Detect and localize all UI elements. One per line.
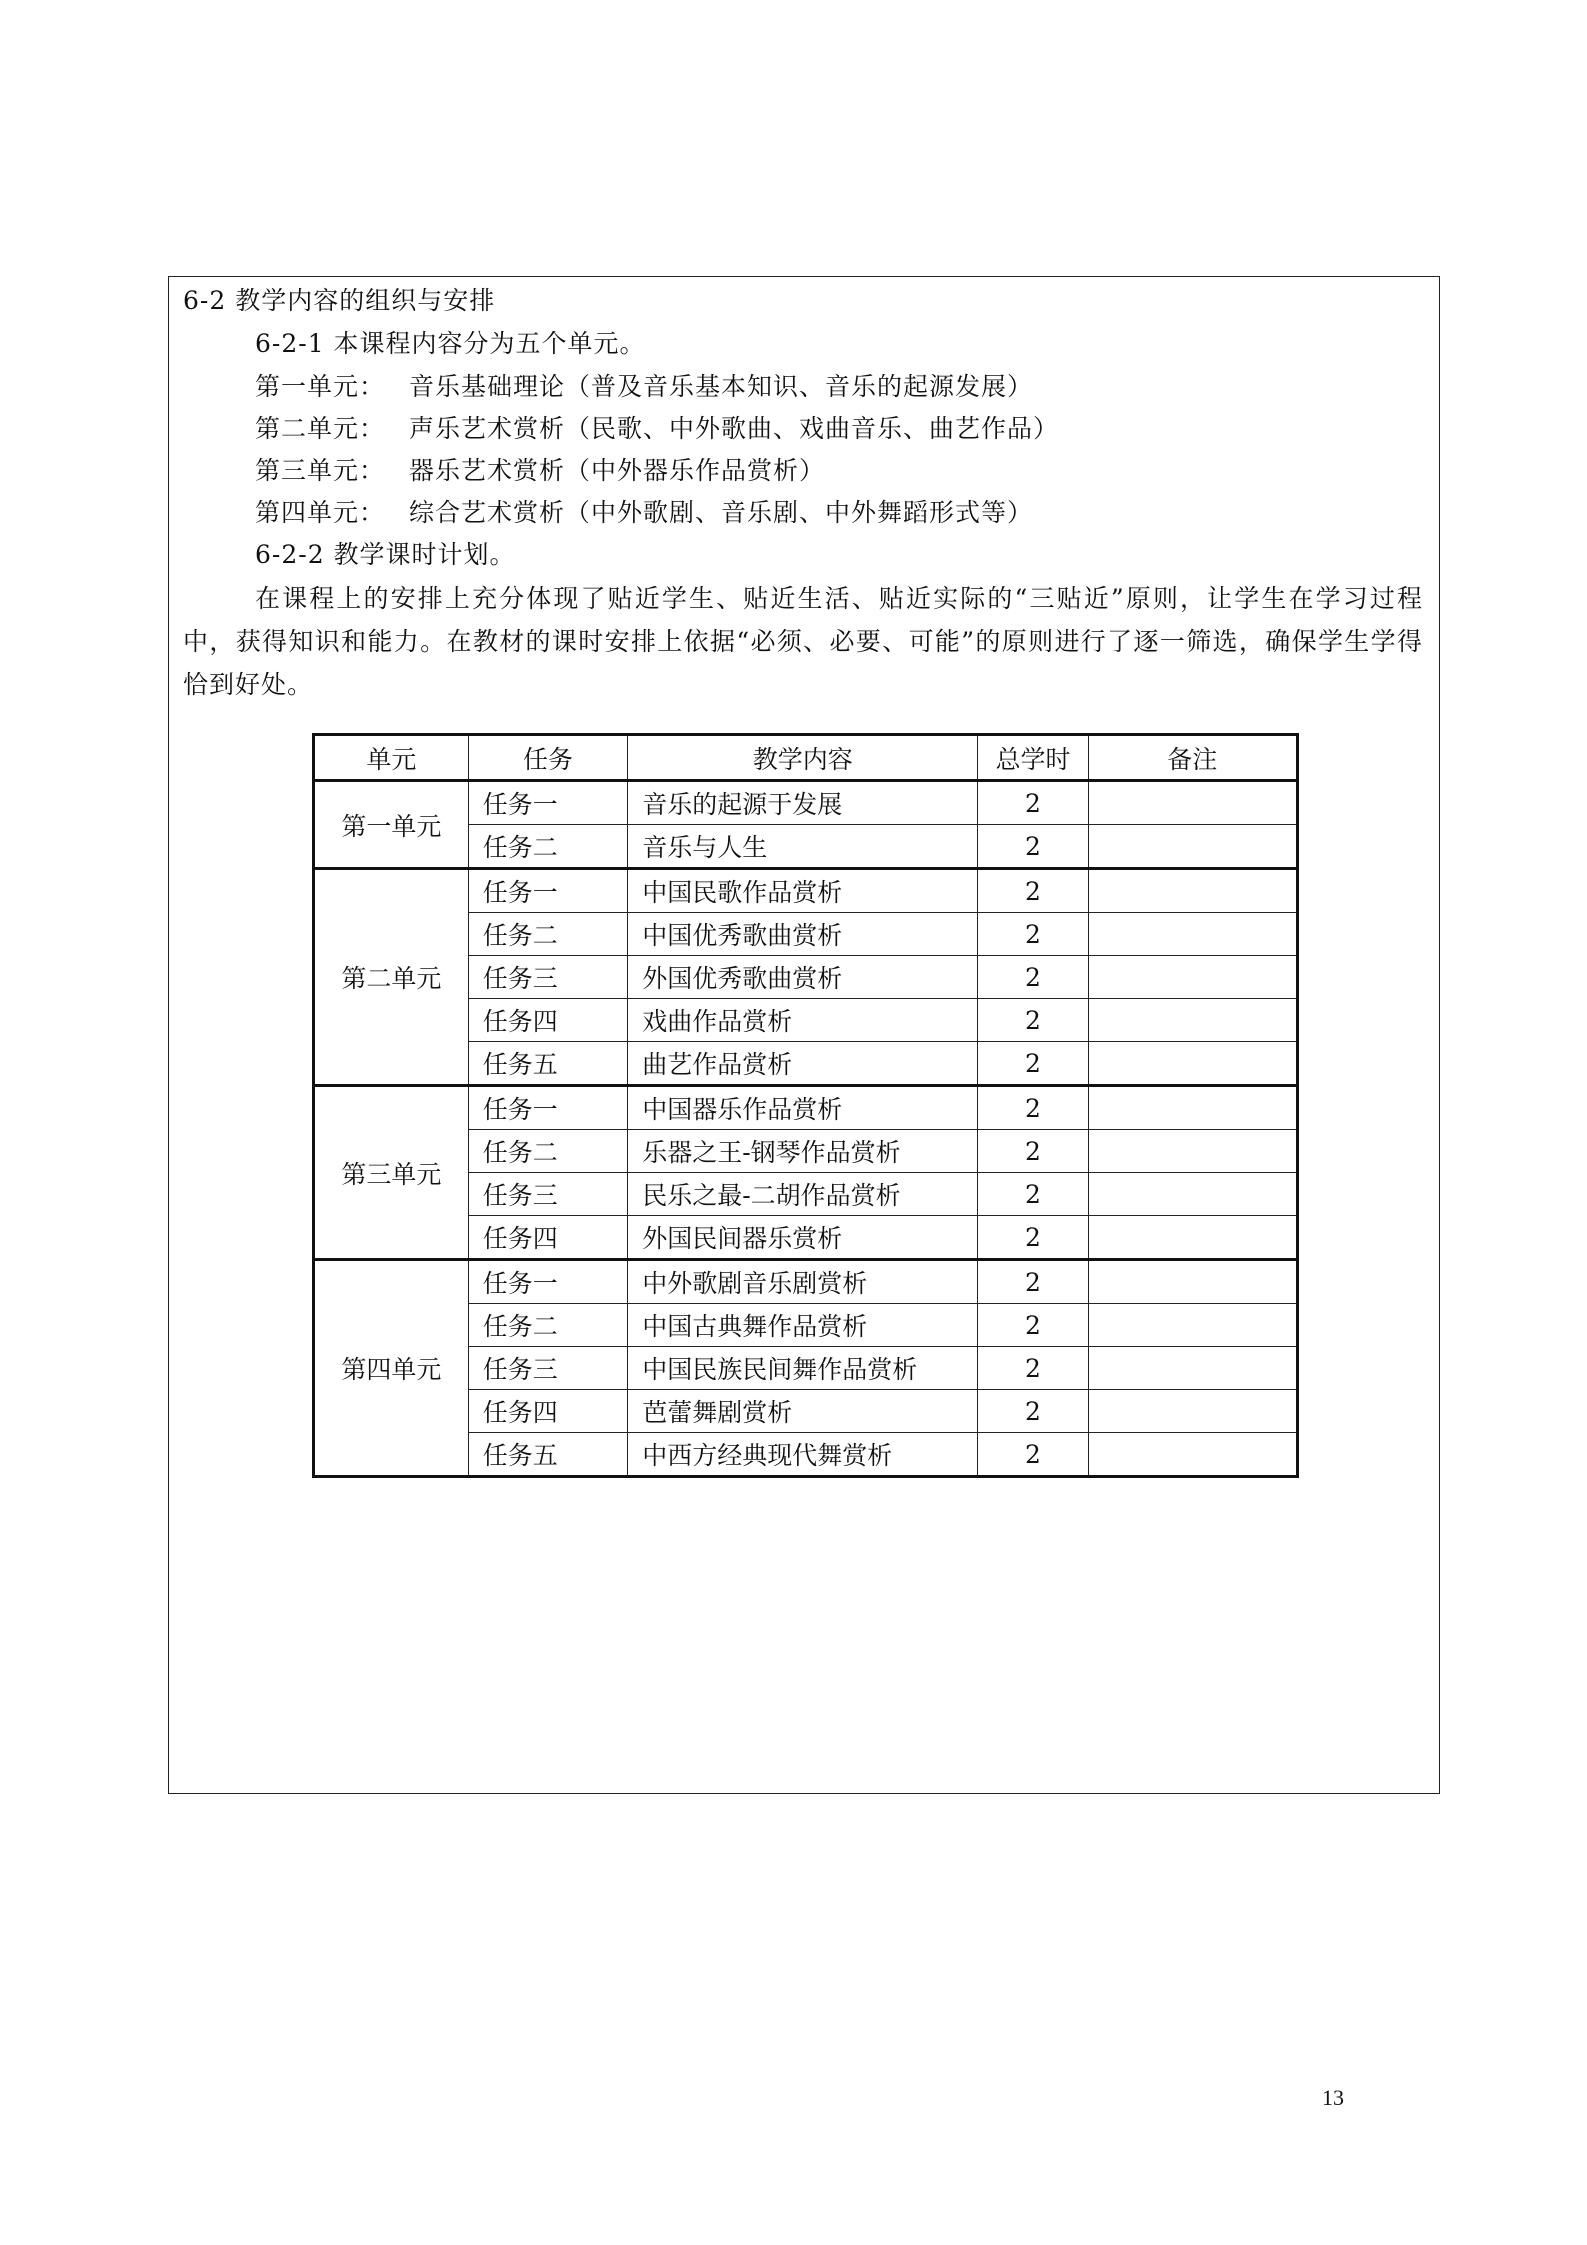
task-cell: 任务一 (468, 869, 627, 913)
hours-cell: 2 (978, 1260, 1088, 1304)
note-cell (1088, 913, 1297, 956)
hours-cell: 2 (978, 781, 1088, 825)
unit-cell: 第四单元 (314, 1260, 469, 1477)
task-cell: 任务五 (468, 1433, 627, 1477)
header-content: 教学内容 (628, 735, 978, 781)
unit-overview-label: 第四单元： (255, 498, 386, 527)
hours-cell: 2 (978, 1390, 1088, 1433)
hours-cell: 2 (978, 1173, 1088, 1216)
note-cell (1088, 1347, 1297, 1390)
table-header-row (314, 735, 1298, 781)
unit-overview-1 (255, 371, 1033, 403)
content-cell: 中国古典舞作品赏析 (628, 1304, 978, 1347)
content-cell: 民乐之最-二胡作品赏析 (628, 1173, 978, 1216)
subsection-units-title: 6-2-1 本课程内容分为五个单元。 (255, 329, 646, 358)
content-cell: 中外歌剧音乐剧赏析 (628, 1260, 978, 1304)
task-cell: 任务四 (468, 1390, 627, 1433)
hours-cell: 2 (978, 999, 1088, 1042)
unit-cell: 第一单元 (314, 781, 469, 869)
unit-overview-2 (255, 413, 1059, 445)
hours-cell: 2 (978, 1130, 1088, 1173)
intro-paragraph: 在课程上的安排上充分体现了贴近学生、贴近生活、贴近实际的“三贴近”原则，让学生在学习过程中，获得知识和能力。在教材的课时安排上依据“必须、必要、可能”的原则进行了逐一筛选，确保学生学得恰到好处。 (183, 584, 1423, 699)
task-cell: 任务二 (468, 1304, 627, 1347)
content-cell: 中西方经典现代舞赏析 (628, 1433, 978, 1477)
note-cell (1088, 1390, 1297, 1433)
content-cell: 外国民间器乐赏析 (628, 1216, 978, 1260)
hours-cell: 2 (978, 869, 1088, 913)
task-cell: 任务五 (468, 1042, 627, 1086)
task-cell: 任务三 (468, 956, 627, 999)
unit-overview-label: 第三单元： (255, 456, 386, 485)
hours-cell: 2 (978, 956, 1088, 999)
note-cell (1088, 1260, 1297, 1304)
content-cell: 外国优秀歌曲赏析 (628, 956, 978, 999)
content-cell: 中国民歌作品赏析 (628, 869, 978, 913)
note-cell (1088, 1042, 1297, 1086)
hours-cell: 2 (978, 1086, 1088, 1130)
task-cell: 任务四 (468, 1216, 627, 1260)
unit-overview-text: 器乐艺术赏析（中外器乐作品赏析） (409, 456, 826, 485)
note-cell (1088, 956, 1297, 999)
header-task: 任务 (468, 735, 627, 781)
unit-overview-4 (255, 497, 1033, 529)
note-cell (1088, 869, 1297, 913)
table-row (314, 781, 1298, 825)
note-cell (1088, 1216, 1297, 1260)
task-cell: 任务二 (468, 913, 627, 956)
note-cell (1088, 999, 1297, 1042)
task-cell: 任务一 (468, 781, 627, 825)
hours-cell: 2 (978, 1433, 1088, 1477)
table-row (314, 1086, 1298, 1130)
unit-overview-text: 声乐艺术赏析（民歌、中外歌曲、戏曲音乐、曲艺作品） (409, 414, 1060, 443)
section-heading: 6-2 教学内容的组织与安排 (183, 286, 496, 315)
hours-cell: 2 (978, 1042, 1088, 1086)
header-hours: 总学时 (978, 735, 1088, 781)
note-cell (1088, 1304, 1297, 1347)
note-cell (1088, 825, 1297, 869)
task-cell: 任务四 (468, 999, 627, 1042)
hours-cell: 2 (978, 913, 1088, 956)
unit-overview-text: 综合艺术赏析（中外歌剧、音乐剧、中外舞蹈形式等） (409, 498, 1034, 527)
page-number: 13 (1322, 2085, 1344, 2110)
task-cell: 任务一 (468, 1086, 627, 1130)
task-cell: 任务二 (468, 1130, 627, 1173)
content-cell: 乐器之王-钢琴作品赏析 (628, 1130, 978, 1173)
note-cell (1088, 1433, 1297, 1477)
table-row (314, 869, 1298, 913)
hours-cell: 2 (978, 1347, 1088, 1390)
content-cell: 中国器乐作品赏析 (628, 1086, 978, 1130)
content-cell: 曲艺作品赏析 (628, 1042, 978, 1086)
unit-cell: 第二单元 (314, 869, 469, 1086)
unit-overview-label: 第一单元： (255, 372, 386, 401)
subsection-hours-title: 6-2-2 教学课时计划。 (255, 540, 516, 569)
task-cell: 任务一 (468, 1260, 627, 1304)
task-cell: 任务三 (468, 1173, 627, 1216)
task-cell: 任务三 (468, 1347, 627, 1390)
header-unit: 单元 (314, 735, 469, 781)
hours-cell: 2 (978, 1304, 1088, 1347)
hours-cell: 2 (978, 1216, 1088, 1260)
table-row (314, 1260, 1298, 1304)
unit-overview-label: 第二单元： (255, 414, 386, 443)
note-cell (1088, 1173, 1297, 1216)
content-cell: 音乐的起源于发展 (628, 781, 978, 825)
content-frame (168, 276, 1440, 1794)
content-cell: 音乐与人生 (628, 825, 978, 869)
hours-cell: 2 (978, 825, 1088, 869)
content-cell: 戏曲作品赏析 (628, 999, 978, 1042)
content-cell: 中国优秀歌曲赏析 (628, 913, 978, 956)
task-cell: 任务二 (468, 825, 627, 869)
content-cell: 芭蕾舞剧赏析 (628, 1390, 978, 1433)
note-cell (1088, 1086, 1297, 1130)
unit-cell: 第三单元 (314, 1086, 469, 1260)
unit-overview-text: 音乐基础理论（普及音乐基本知识、音乐的起源发展） (409, 372, 1034, 401)
note-cell (1088, 1130, 1297, 1173)
teaching-schedule-table (312, 733, 1299, 1478)
unit-overview-3 (255, 455, 825, 487)
content-cell: 中国民族民间舞作品赏析 (628, 1347, 978, 1390)
header-note: 备注 (1088, 735, 1297, 781)
note-cell (1088, 781, 1297, 825)
